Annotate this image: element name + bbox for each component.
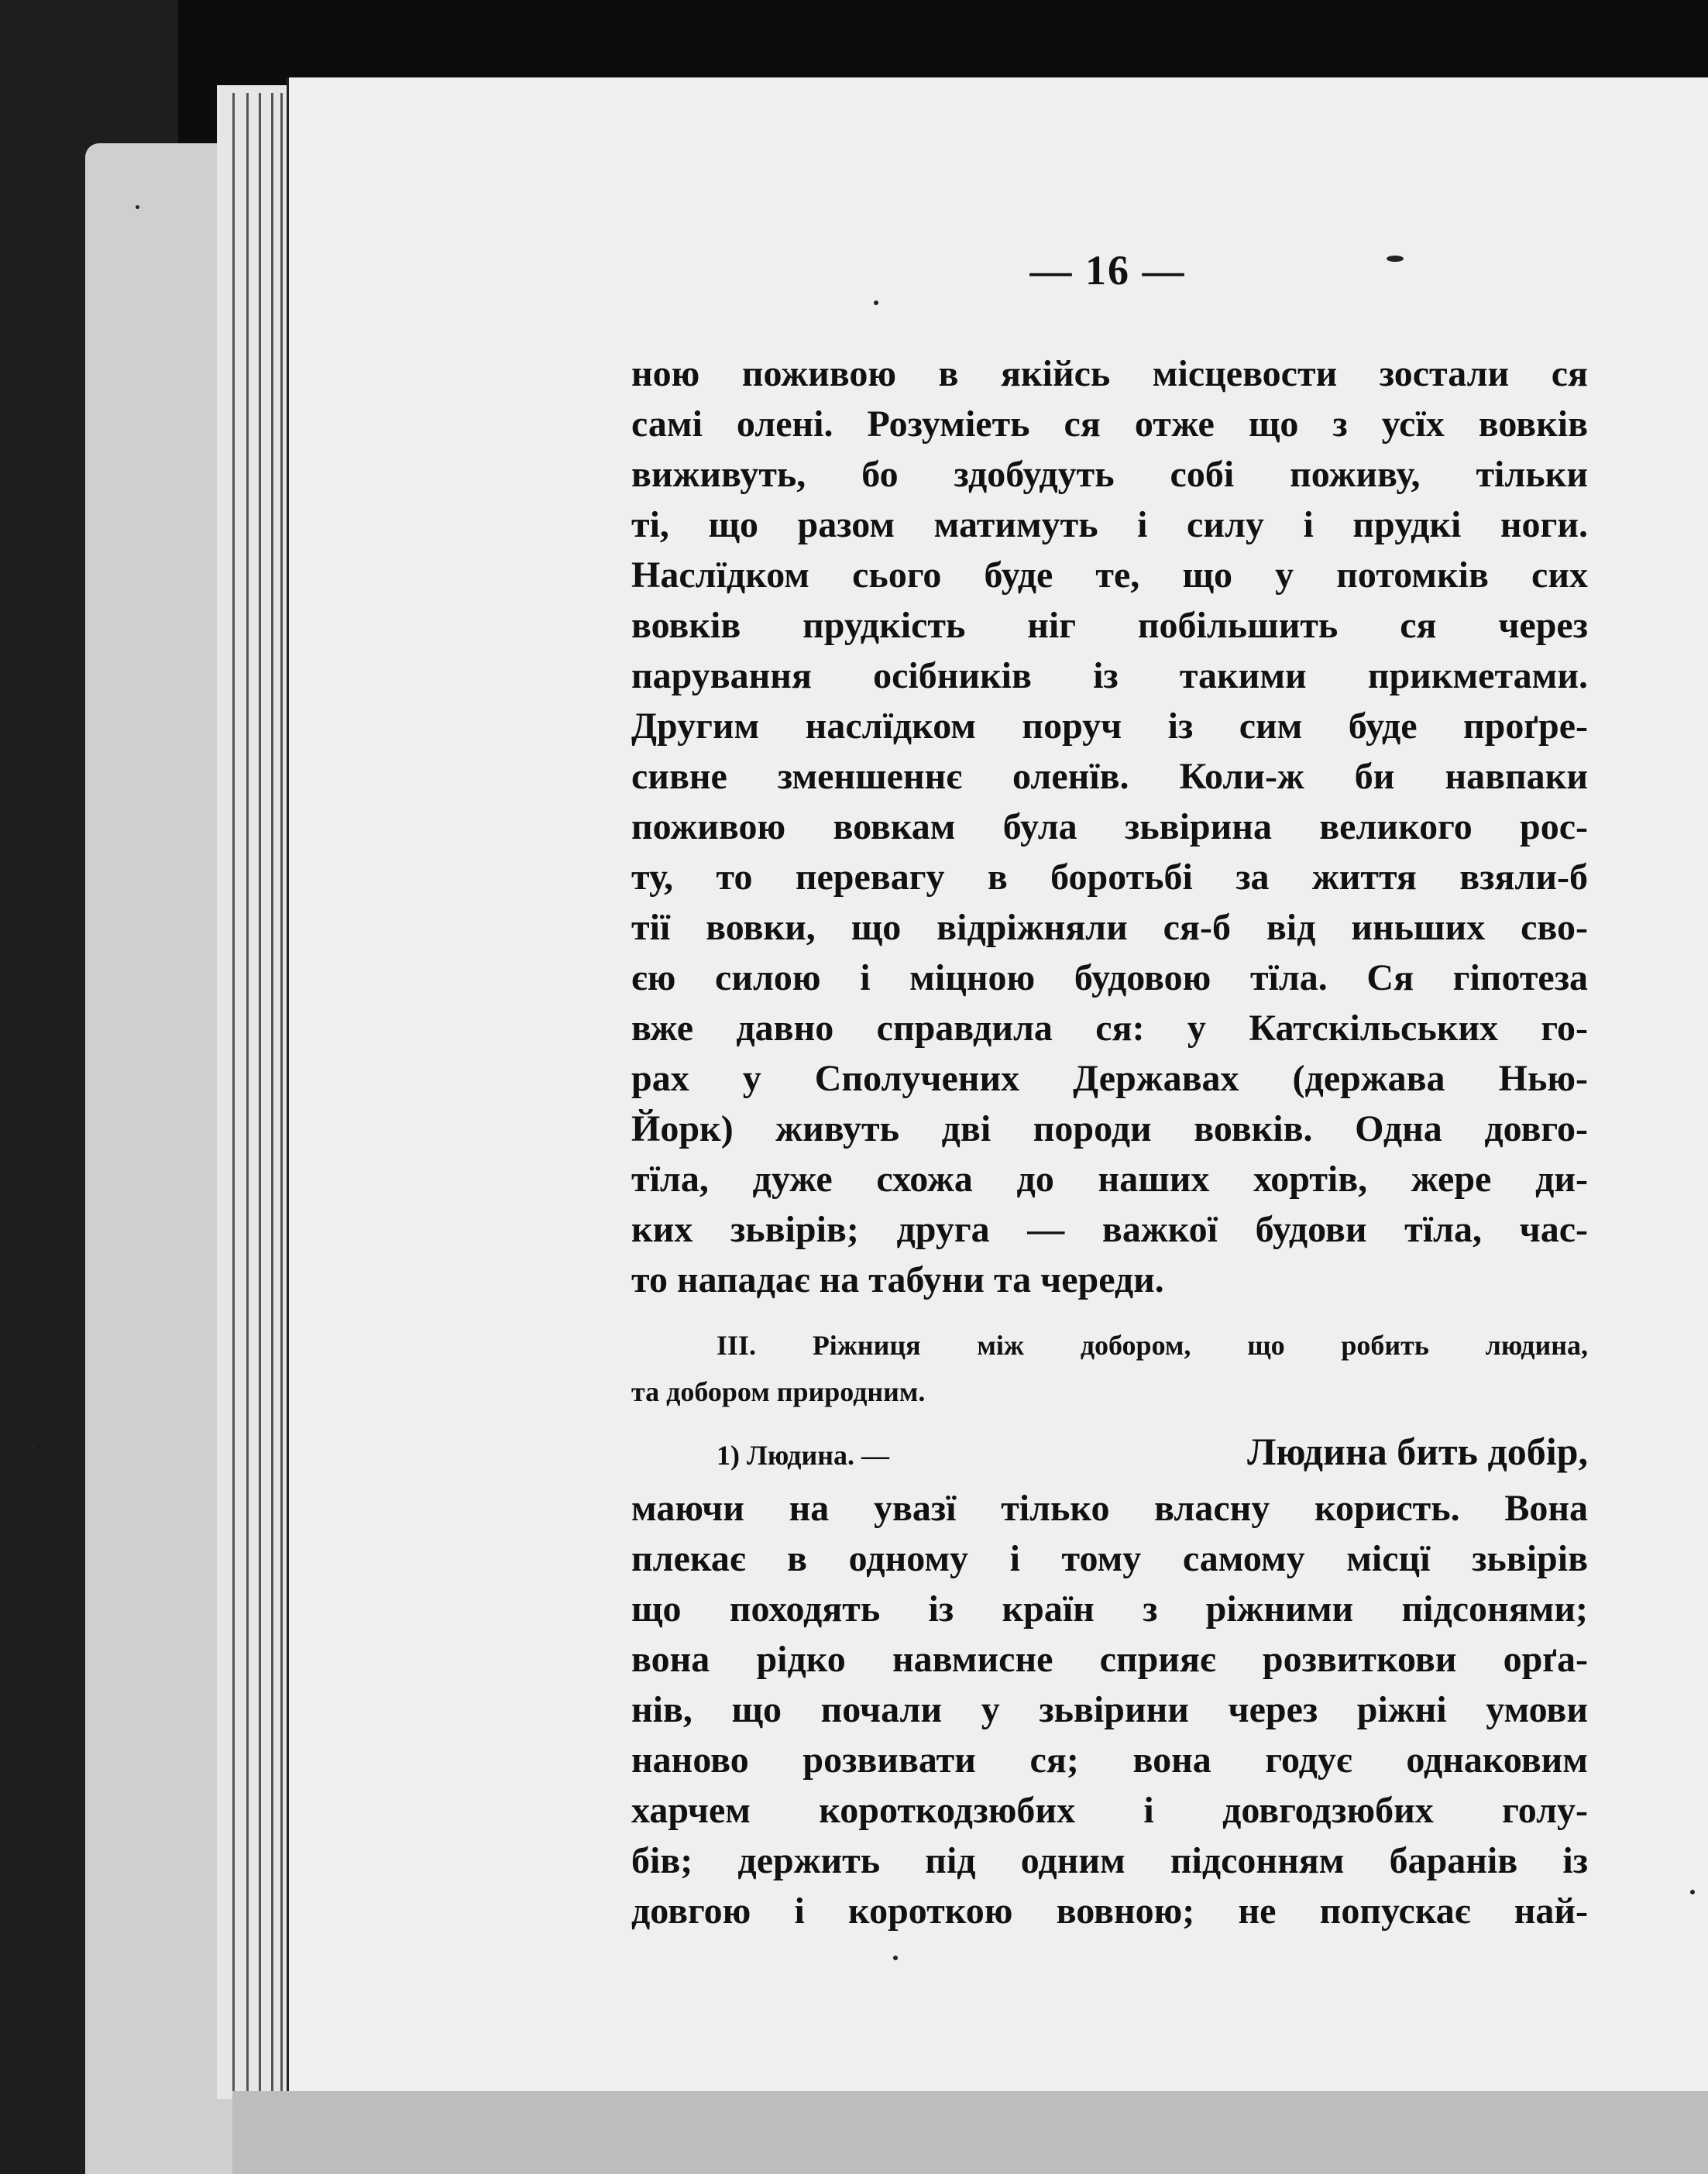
text-line: Йорк) живуть дві породи вовків. Одна довго-	[631, 1108, 1588, 1149]
text-line: нів, що почали у зьвірини через ріжні умови	[631, 1689, 1588, 1730]
text-line: ких зьвірів; друга — важкої будови тїла, час-	[631, 1209, 1588, 1250]
text-line: ті, що разом матимуть і силу і прудкі ноги.	[631, 504, 1588, 545]
text-line: Другим наслїдком поруч із сим буде проґре-	[631, 706, 1588, 747]
text-line: вже давно справдила ся: у Катскільських го-	[631, 1008, 1588, 1049]
text-line: вовків прудкість ніг побільшить ся через	[631, 605, 1588, 646]
text-line: тїла, дуже схожа до наших хортів, жере ди-	[631, 1159, 1588, 1200]
page-text	[631, 248, 1588, 1936]
text-line: рах у Сполучених Державах (держава Нью-	[631, 1058, 1588, 1099]
page-edge-line	[259, 93, 261, 2095]
text-line: вона рідко навмисне сприяє розвиткови орґа-	[631, 1639, 1588, 1680]
page-edge-line	[280, 93, 283, 2095]
page-edge-line	[271, 93, 273, 2095]
ink-speck	[31, 1444, 36, 1449]
text-line: поживою вовкам була зьвірина великого рос-	[631, 806, 1588, 847]
subsection-text: Людина бить добір,	[1247, 1430, 1588, 1473]
section-heading: III. Ріжниця між добором, що робить людина,	[717, 1330, 1588, 1361]
paragraph-body-2	[631, 1483, 1588, 1936]
text-line: то нападає на табуни та череди.	[631, 1259, 1164, 1300]
ink-speck	[136, 205, 139, 209]
text-line: наново розвивати ся; вона годує однаковим	[631, 1740, 1588, 1781]
section-heading-continued: та добором природним.	[631, 1376, 926, 1407]
text-line: бів; держить під одним підсонням баранів із	[631, 1840, 1588, 1881]
text-line: єю силою і міцною будовою тїла. Ся гіпотеза	[631, 957, 1588, 998]
text-line: довгою і короткою вовною; не попускає най-	[631, 1891, 1588, 1932]
text-line: самі олені. Розуміеть ся отже що з усїх вовків	[631, 404, 1588, 445]
page-bottom-edge	[232, 2091, 1708, 2174]
page-edge-line	[232, 93, 235, 2095]
page-number: — 16 —	[1029, 247, 1186, 294]
ink-speck	[1690, 1890, 1695, 1894]
text-line: що походять із країн з ріжними підсонями;	[631, 1588, 1588, 1630]
text-line: парування осібників із такими прикметами.	[631, 655, 1588, 696]
subsection-label: 1) Людина. —	[717, 1440, 889, 1471]
text-line: виживуть, бо здобудуть собі поживу, тільки	[631, 454, 1588, 495]
page-edge-line	[246, 93, 249, 2095]
text-line: ту, то перевагу в боротьбі за життя взяли-б	[631, 857, 1588, 898]
text-line: Наслїдком сього буде те, що у потомків сих	[631, 555, 1588, 596]
text-line: плекає в одному і тому самому місцї зьвірів	[631, 1538, 1588, 1579]
text-line: сивне зменшеннє оленїв. Коли-ж би навпаки	[631, 756, 1588, 797]
ink-speck	[893, 1956, 898, 1960]
text-line: маючи на увазї тілько власну користь. Вона	[631, 1488, 1588, 1529]
text-line: харчем короткодзюбих і довгодзюбих голу-	[631, 1790, 1588, 1831]
text-line: тії вовки, що відріжняли ся-б від иньших сво-	[631, 907, 1588, 948]
paragraph-body	[631, 349, 1588, 1305]
subsection-start	[631, 1429, 1588, 1483]
text-line: ною поживою в якійсь місцевости зостали ся	[631, 353, 1588, 394]
